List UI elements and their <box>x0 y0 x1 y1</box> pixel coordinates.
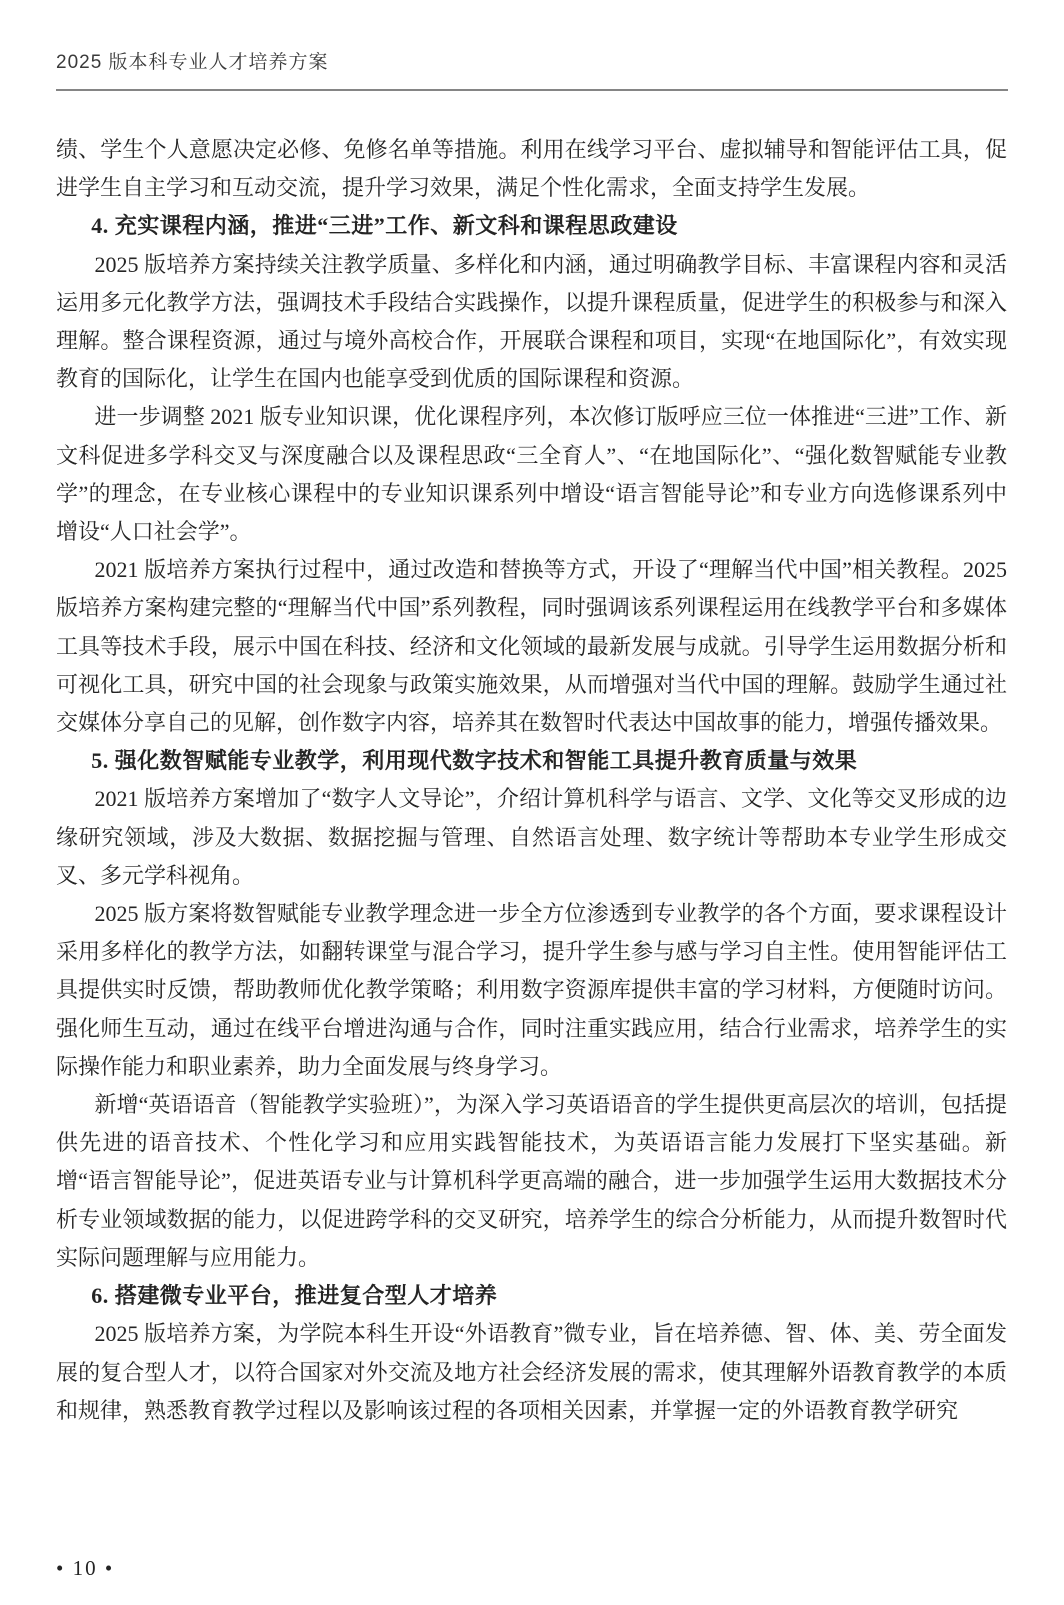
paragraph: 2021 版培养方案执行过程中，通过改造和替换等方式，开设了“理解当代中国”相关教程。2025 版培养方案构建完整的“理解当代中国”系列教程，同时强调该系列课程运用在线教学平台和多媒体工具等技术手段，展示中国在科技、经济和文化领域的最新发展与成就。引导学生运用数据分析和可视化工具，研究中国的社会现象与政策实施效果，从而增强对当代中国的理解。鼓励学生通过社交媒体分享自己的见解，创作数字内容，培养其在数智时代表达中国故事的能力，增强传播效果。 <box>56 557 1007 736</box>
paragraph: 进一步调整 2021 版专业知识课，优化课程序列，本次修订版呼应三位一体推进“三进”工作、新文科促进多学科交叉与深度融合以及课程思政“三全育人”、“在地国际化”、“强化数智赋能专业教学”的理念，在专业核心课程中的专业知识课系列中增设“语言智能导论”和专业方向选修课系列中增设“人口社会学”。 <box>56 404 1007 545</box>
document-header-title: 2025 版本科专业人才培养方案 <box>56 52 329 73</box>
paragraph: 2025 版培养方案持续关注教学质量、多样化和内涵，通过明确教学目标、丰富课程内容和灵活运用多元化教学方法，强调技术手段结合实践操作，以提升课程质量，促进学生的积极参与和深入理解。整合课程资源，通过与境外高校合作，开展联合课程和项目，实现“在地国际化”，有效实现教育的国际化，让学生在国内也能享受到优质的国际课程和资源。 <box>56 251 1007 392</box>
page-header <box>56 50 1008 76</box>
paragraph: 2025 版方案将数智赋能专业教学理念进一步全方位渗透到专业教学的各个方面，要求课程设计采用多样化的教学方法，如翻转课堂与混合学习，提升学生参与感与学习自主性。使用智能评估工具提供实时反馈，帮助教师优化教学策略；利用数字资源库提供丰富的学习材料，方便随时访问。强化师生互动，通过在线平台增进沟通与合作，同时注重实践应用，结合行业需求，培养学生的实际操作能力和职业素养，助力全面发展与终身学习。 <box>56 901 1007 1079</box>
document-body <box>56 131 1007 1430</box>
section-heading-4: 4. 充实课程内涵，推进“三进”工作、新文科和课程思政建设 <box>91 213 678 239</box>
header-divider-rule <box>56 89 1008 91</box>
paragraph-continuation: 绩、学生个人意愿决定必修、免修名单等措施。利用在线学习平台、虚拟辅导和智能评估工具，促进学生自主学习和互动交流，提升学习效果，满足个性化需求，全面支持学生发展。 <box>56 137 1007 201</box>
page-number: • 10 • <box>56 1556 115 1580</box>
paragraph: 2025 版培养方案，为学院本科生开设“外语教育”微专业，旨在培养德、智、体、美、劳全面发展的复合型人才，以符合国家对外交流及地方社会经济发展的需求，使其理解外语教育教学的本质和规律，熟悉教育教学过程以及影响该过程的各项相关因素，并掌握一定的外语教育教学研究 <box>56 1321 1007 1423</box>
section-heading-5: 5. 强化数智赋能专业教学，利用现代数字技术和智能工具提升教育质量与效果 <box>91 748 858 774</box>
paragraph: 新增“英语语音（智能教学实验班）”，为深入学习英语语音的学生提供更高层次的培训，包括提供先进的语音技术、个性化学习和应用实践智能技术，为英语语言能力发展打下坚实基础。新增“语言智能导论”，促进英语专业与计算机科学更高端的融合，进一步加强学生运用大数据技术分析专业领域数据的能力，以促进跨学科的交叉研究，培养学生的综合分析能力，从而提升数智时代实际问题理解与应用能力。 <box>56 1092 1007 1270</box>
paragraph: 2021 版培养方案增加了“数字人文导论”，介绍计算机科学与语言、文学、文化等交叉形成的边缘研究领域，涉及大数据、数据挖掘与管理、自然语言处理、数字统计等帮助本专业学生形成交叉、多元学科视角。 <box>56 786 1007 888</box>
section-heading-6: 6. 搭建微专业平台，推进复合型人才培养 <box>91 1283 498 1309</box>
